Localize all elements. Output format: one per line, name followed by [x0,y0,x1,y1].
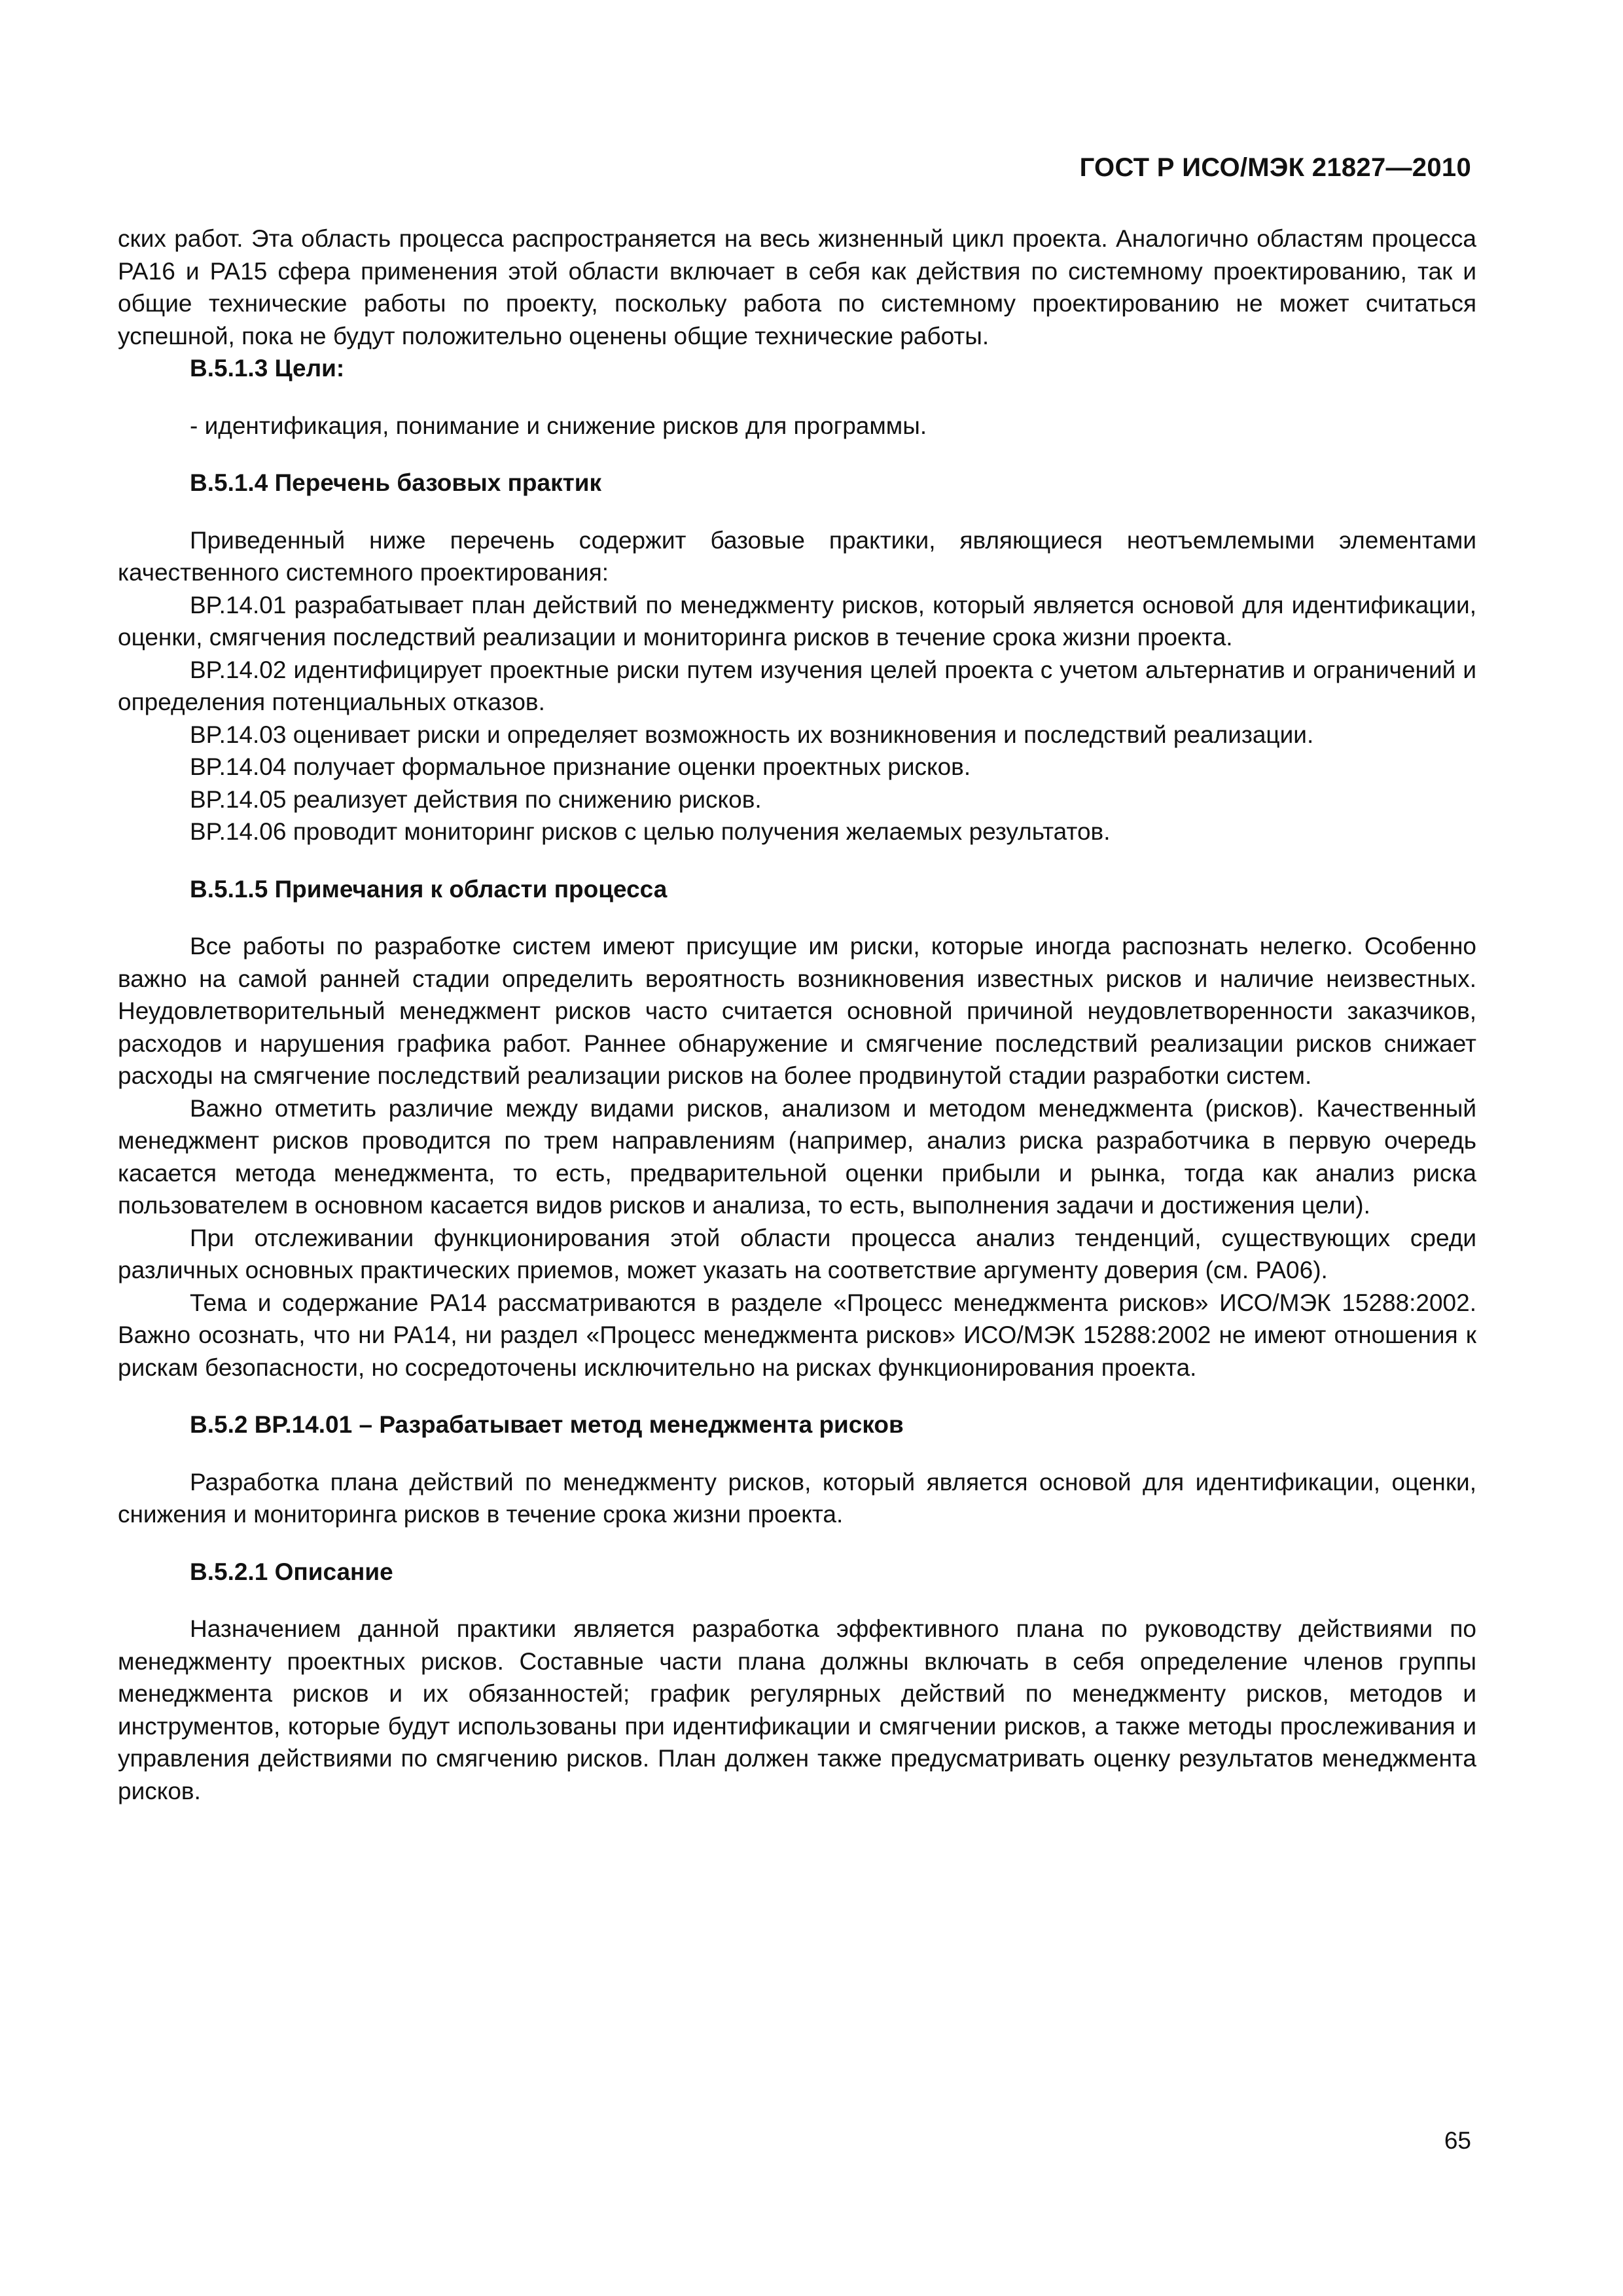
page-number: 65 [1444,2127,1471,2154]
base-practice-item: BP.14.05 реализует действия по снижению рисков. [190,785,762,813]
paragraph-intro: ских работ. Эта область процесса распространяется на весь жизненный цикл проекта. Аналогично областям процесса PA16 и PA15 сфера применения этой области включает в себя как действия по системному проектированию, так и общие технические работы по проекту, поскольку работа по системному проектированию не может считаться успешной, пока не будут положительно оценены общие технические работы. [118,225,1476,350]
paragraph-notes: Тема и содержание PA14 рассматриваются в разделе «Процесс менеджмента рисков» ИСО/МЭК 15288:2002. Важно осознать, что ни PA14, ни раздел «Процесс менеджмента рисков» ИСО/МЭК 15288:2002 не имеют отношения к рискам безопасности, но сосредоточены исключительно на рисках функционирования проекта. [118,1289,1476,1381]
base-practice-item: BP.14.01 разрабатывает план действий по менеджменту рисков, который является основой для идентификации, оценки, смягчения последствий реализации и мониторинга рисков в течение срока жизни проекта. [118,591,1476,651]
heading-description: В.5.2.1 Описание [190,1558,393,1585]
paragraph-notes: При отслеживании функционирования этой области процесса анализ тенденций, существующих среди различных основных практических приемов, может указать на соответствие аргументу доверия (см. PA06). [118,1224,1476,1283]
paragraph-bp1401: Разработка плана действий по менеджменту рисков, который является основой для идентификации, оценки, снижения и мониторинга рисков в течение срока жизни проекта. [118,1468,1476,1528]
base-practice-item: BP.14.06 проводит мониторинг рисков с целью получения желаемых результатов. [190,818,1111,845]
heading-process-notes: В.5.1.5 Примечания к области процесса [190,875,668,903]
base-practice-item: BP.14.04 получает формальное признание оценки проектных рисков. [190,753,971,780]
paragraph-notes: Все работы по разработке систем имеют присущие им риски, которые иногда распознать нелегко. Особенно важно на самой ранней стадии определить вероятность возникновения известных рисков и наличие неизвестных. Неудовлетворительный менеджмент рисков часто считается основной причиной неудовлетворенности заказчиков, расходов и нарушения графика работ. Раннее обнаружение и смягчение последствий реализации рисков снижает расходы на смягчение последствий реализации рисков на более продвинутой стадии разработки систем. [118,933,1476,1089]
base-practice-item: BP.14.03 оценивает риски и определяет возможность их возникновения и последствий реализации. [190,721,1314,748]
heading-bp1401: В.5.2 BP.14.01 – Разрабатывает метод менеджмента рисков [190,1411,904,1438]
heading-base-practices: В.5.1.4 Перечень базовых практик [190,469,602,496]
paragraph-description: Назначением данной практики является разработка эффективного плана по руководству действиями по менеджменту проектных рисков. Составные части плана должны включать в себя определение членов группы менеджмента рисков и их обязанностей; график регулярных действий по менеджменту рисков, методов и инструментов, которые будут использованы при идентификации и смягчении рисков, а также методы прослеживания и управления действиями по смягчению рисков. План должен также предусматривать оценку результатов менеджмента рисков. [118,1615,1476,1804]
document-header: ГОСТ Р ИСО/МЭК 21827—2010 [1079,153,1471,182]
paragraph-bp-intro: Приведенный ниже перечень содержит базовые практики, являющиеся неотъемлемыми элементами качественного системного проектирования: [118,526,1476,586]
heading-goals: В.5.1.3 Цели: [190,355,345,382]
base-practice-item: BP.14.02 идентифицирует проектные риски путем изучения целей проекта с учетом альтернатив и ограничений и определения потенциальных отказов. [118,656,1476,715]
document-body [118,223,1476,1807]
goal-item: - идентификация, понимание и снижение рисков для программы. [190,412,927,439]
paragraph-notes: Важно отметить различие между видами рисков, анализом и методом менеджмента (рисков). Качественный менеджмент рисков проводится по трем направлениям (например, анализ риска разработчика в первую очередь касается метода менеджмента, то есть, предварительной оценки прибыли и рынка, тогда как анализ риска пользователем в основном касается видов рисков и анализа, то есть, выполнения задачи и достижения цели). [118,1094,1476,1219]
